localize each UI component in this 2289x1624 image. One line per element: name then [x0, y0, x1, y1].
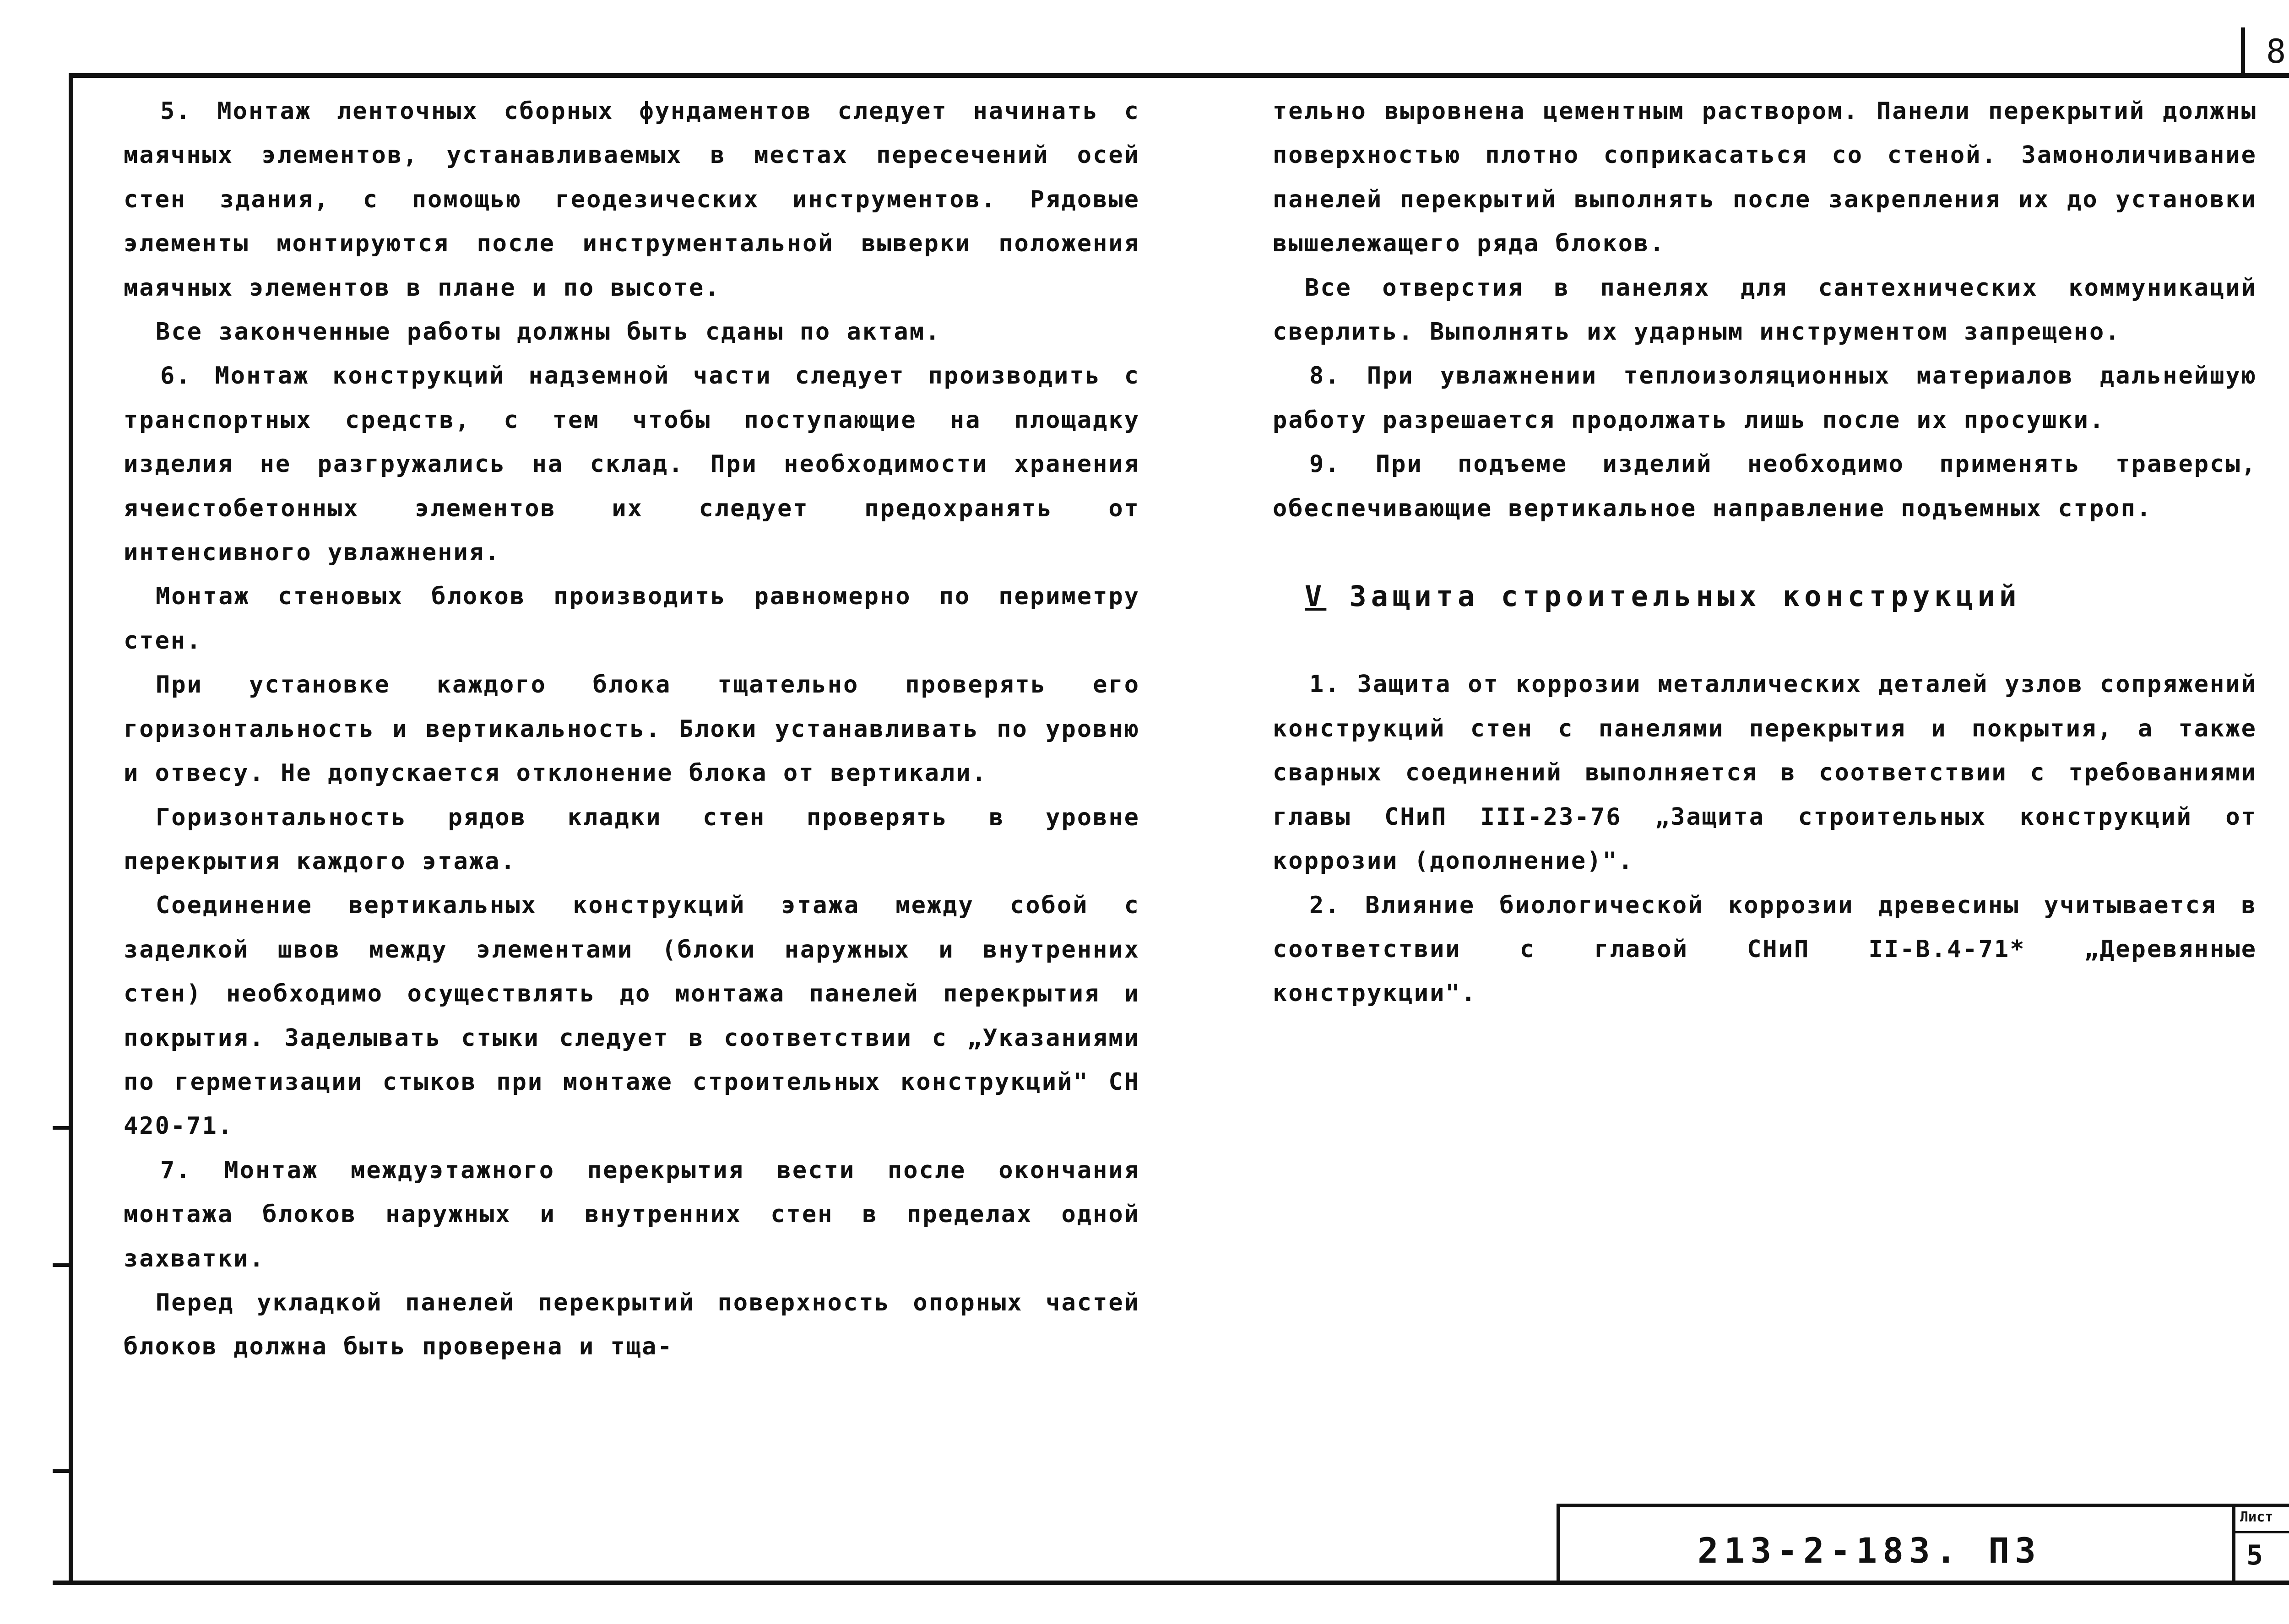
- numbered-paragraph: 1. Защита от коррозии металлических деталей узлов сопряжений конструкций стен с панелями перекрытия и покрытия, а также сварных соединений выполняется в соответствии с требованиями главы СНиП III-23-76 „Защита строительных конструкций от коррозии (дополнение)".: [1273, 671, 2257, 875]
- numbered-paragraph: 2. Влияние биологической коррозии древесины учитывается в соответствии с главой СНиП II-В.4-71* „Деревянные конструкции".: [1273, 891, 2257, 1007]
- numbered-paragraph: 5. Монтаж ленточных сборных фундаментов следует начинать с маячных элементов, устанавливаемых в местах пересечений осей стен здания, с помощью геодезических инструментов. Рядовые элементы монтируются после инструментальной выверки положения маячных элементов в плане и по высоте.: [124, 97, 1140, 302]
- numbered-paragraph: 7. Монтаж междуэтажного перекрытия вести после окончания монтажа блоков наружных и внутренних стен в пределах одной захватки.: [124, 1156, 1140, 1272]
- section-heading: [1273, 574, 2257, 618]
- binding-tick-mark: [53, 1263, 73, 1267]
- numbered-paragraph: 6. Монтаж конструкций надземной части следует производить с транспортных средств, с тем чтобы поступающие на площадку изделия не разгружались на склад. При необходимости хранения ячеистобетонных элементов их следует предохранять от интенсивного увлажнения.: [124, 362, 1140, 567]
- right-text-column: [1273, 89, 2257, 1016]
- paragraph: Горизонтальность рядов кладки стен проверять в уровне перекрытия каждого этажа.: [124, 803, 1140, 875]
- paragraph: Все отверстия в панелях для сантехнических коммуникаций сверлить. Выполнять их ударным инструментом запрещено.: [1273, 274, 2257, 346]
- left-text-column: [124, 89, 1140, 1369]
- section-number: V: [1305, 579, 1327, 613]
- drawing-frame-top: [69, 73, 2289, 78]
- paragraph: тельно выровнена цементным раствором. Панели перекрытий должны поверхностью плотно соприкасаться со стеной. Замоноличивание панелей перекрытий выполнять после закрепления их до установки вышележащего ряда блоков.: [1273, 97, 2257, 258]
- paragraph: Все законченные работы должны быть сданы по актам.: [156, 318, 941, 346]
- corner-label: 8: [2266, 32, 2286, 70]
- paragraph: Перед укладкой панелей перекрытий поверхность опорных частей блоков должна быть проверена и тща-: [124, 1288, 1140, 1361]
- paragraph: При установке каждого блока тщательно проверять его горизонтальность и вертикальность. Блоки устанавливать по уровню и отвесу. Не допускается отклонение блока от вертикали.: [124, 671, 1140, 787]
- document-code: 213-2-183. ПЗ: [1698, 1530, 2041, 1571]
- paragraph: Монтаж стеновых блоков производить равномерно по периметру стен.: [124, 583, 1140, 655]
- binding-tick-mark: [53, 1126, 73, 1130]
- numbered-paragraph: 8. При увлажнении теплоизоляционных материалов дальнейшую работу разрешается продолжать лишь после их просушки.: [1273, 362, 2257, 434]
- sheet-label: Лист: [2240, 1509, 2273, 1525]
- paragraph: Соединение вертикальных конструкций этажа между собой с заделкой швов между элементами (блоки наружных и внутренних стен) необходимо осуществлять до монтажа панелей перекрытия и покрытия. Заделывать стыки следует в соответствии с „Указаниями по герметизации стыков при монтаже строительных конструкций" СН 420-71.: [124, 892, 1140, 1140]
- drawing-frame-left: [69, 73, 73, 1584]
- title-block: [1557, 1504, 2238, 1585]
- sheet-divider: [2235, 1531, 2289, 1533]
- corner-mark: [2241, 27, 2245, 78]
- sheet-number-box: [2232, 1504, 2289, 1585]
- numbered-paragraph: 9. При подъеме изделий необходимо применять траверсы, обеспечивающие вертикальное направление подъемных строп.: [1273, 450, 2257, 522]
- section-title: Защита строительных конструкций: [1349, 579, 2021, 613]
- binding-tick-mark: [53, 1469, 73, 1473]
- sheet-number: 5: [2246, 1539, 2263, 1571]
